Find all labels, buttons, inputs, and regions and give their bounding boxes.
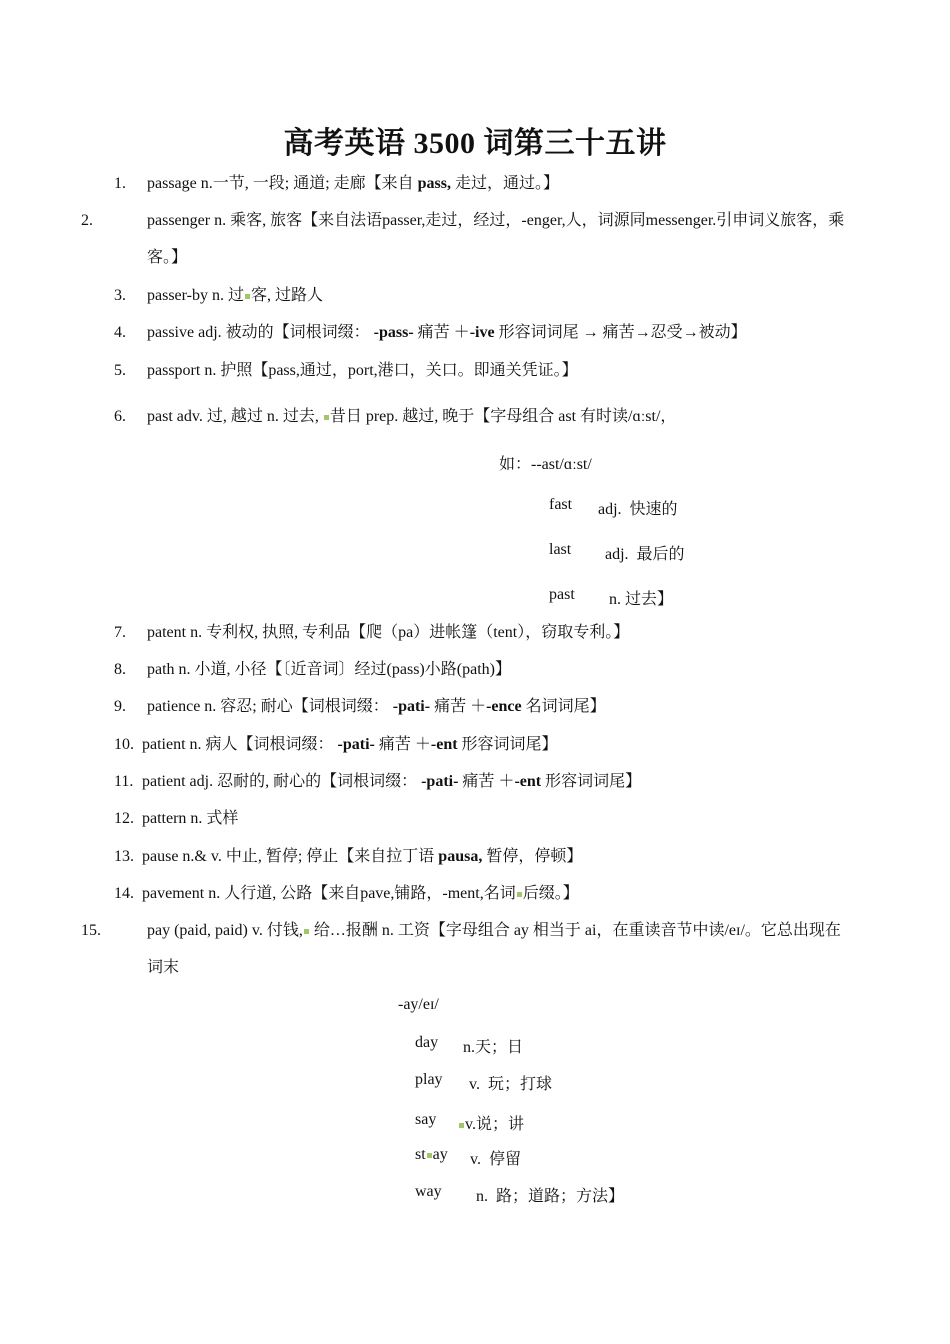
entry-text: passenger n. 乘客, 旅客【来自法语passer,走过，经过，-enger,人，词源同messenger.引申词义旅客，乘客。】 bbox=[147, 212, 845, 266]
entry-tail: 走过，通过。】 bbox=[451, 175, 560, 192]
entry-pavement bbox=[114, 875, 850, 912]
entry-past bbox=[114, 398, 850, 435]
entry-patience bbox=[114, 688, 850, 725]
entry-mid: 痛苦 ＋ bbox=[430, 698, 487, 715]
entry-text: path n. 小道, 小径【〔近音词〕经过(pass)小路(path)】 bbox=[147, 661, 511, 678]
entry-mid: 痛苦 ＋ bbox=[413, 324, 470, 341]
entry-text: pavement n. 人行道, 公路【来自pave,铺路，-ment,名词 bbox=[142, 885, 516, 902]
entry-passenger bbox=[81, 202, 850, 276]
entry-tail: 形容词词尾】 bbox=[457, 736, 558, 753]
entry-passive bbox=[114, 314, 850, 351]
entry-mid: 痛苦 ＋ bbox=[458, 773, 515, 790]
entry-number: 15. bbox=[81, 922, 101, 939]
entry-bold: -ive bbox=[469, 324, 495, 341]
entry-pause bbox=[114, 838, 850, 875]
entry-patent bbox=[114, 614, 850, 651]
entry-text: patience n. 容忍; 耐心【词根词缀： bbox=[147, 698, 393, 715]
entry-number: 10. bbox=[114, 736, 134, 753]
entry-number: 4. bbox=[114, 324, 126, 341]
entry-text: patent n. 专利权, 执照, 专利品【爬（pa）进帐篷（tent），窃取专利。】 bbox=[147, 624, 630, 641]
page-title: 高考英语 3500 词第三十五讲 bbox=[283, 127, 667, 160]
highlight-mark bbox=[245, 294, 250, 299]
past-example-word: past bbox=[549, 586, 575, 603]
entry-number: 13. bbox=[114, 848, 134, 865]
entry-tail: 形容词词尾 → 痛苦→忍受→被动】 bbox=[494, 324, 747, 341]
entry-text: passage n.一节, 一段; 通道; 走廊【来自 bbox=[147, 175, 418, 192]
entry-text: pay (paid, paid) v. 付钱, bbox=[147, 922, 303, 939]
entry-text-cont: 后缀。】 bbox=[522, 885, 579, 902]
entry-number: 5. bbox=[114, 362, 126, 379]
past-example-def: adj. 快速的 bbox=[598, 501, 678, 518]
pay-example-def: v. 停留 bbox=[470, 1151, 521, 1168]
entry-bold: -pati- bbox=[421, 773, 459, 790]
pay-example-word: way bbox=[415, 1183, 442, 1200]
entry-bold: pass, bbox=[417, 175, 452, 192]
entry-bold: -ent bbox=[514, 773, 542, 790]
entry-number: 9. bbox=[114, 698, 126, 715]
entry-mid: 痛苦 ＋ bbox=[374, 736, 431, 753]
entry-bold: -pass- bbox=[373, 324, 414, 341]
highlight-mark bbox=[304, 929, 309, 934]
past-example-word: last bbox=[549, 541, 572, 558]
entry-text-cont: 给…报酬 n. 工资【字母组合 ay 相当于 ai，在重读音节中读/eɪ/。它总出现在词末 bbox=[147, 922, 841, 976]
entry-bold: -ence bbox=[486, 698, 522, 715]
entry-text: passer-by n. 过 bbox=[147, 287, 244, 304]
word-part: st bbox=[415, 1146, 426, 1163]
entry-number: 11. bbox=[114, 773, 134, 790]
entry-number: 8. bbox=[114, 661, 126, 678]
word-part: ay bbox=[432, 1146, 448, 1163]
entry-text: passport n. 护照【pass,通过，port,港口，关口。即通关凭证。】 bbox=[147, 362, 578, 379]
entry-bold: -pati- bbox=[337, 736, 375, 753]
highlight-mark bbox=[517, 892, 522, 897]
entry-tail: 名词词尾】 bbox=[521, 698, 606, 715]
entry-bold: -pati- bbox=[392, 698, 431, 715]
past-example-def: adj. 最后的 bbox=[605, 546, 685, 563]
entry-passage bbox=[114, 165, 850, 202]
entry-text: patient n. 病人【词根词缀： bbox=[142, 736, 338, 753]
entry-bold: pausa, bbox=[438, 848, 483, 865]
entry-number: 14. bbox=[114, 885, 134, 902]
entry-tail: 暂停，停顿】 bbox=[482, 848, 583, 865]
pay-example-def: v. 玩；打球 bbox=[469, 1076, 552, 1093]
entry-text-cont: 昔日 prep. 越过, 晚于【字母组合 ast 有时读/ɑːst/， bbox=[329, 408, 677, 425]
pay-example-word: say bbox=[415, 1111, 437, 1128]
entry-patient-adj bbox=[114, 763, 850, 800]
entry-number: 3. bbox=[114, 287, 126, 304]
past-example-def: n. 过去】 bbox=[609, 591, 674, 608]
pay-example-word bbox=[415, 1146, 448, 1164]
entry-passport bbox=[114, 352, 850, 389]
pay-example-def: n. 路；道路；方法】 bbox=[476, 1188, 625, 1205]
entry-number: 1. bbox=[114, 175, 126, 192]
past-example-word: fast bbox=[549, 496, 573, 513]
pay-example-word: day bbox=[415, 1034, 439, 1051]
highlight-mark bbox=[324, 415, 329, 420]
entry-number: 2. bbox=[81, 212, 93, 229]
entry-patient-n bbox=[114, 726, 850, 763]
pay-example-def bbox=[458, 1111, 524, 1134]
highlight-mark bbox=[459, 1123, 464, 1128]
pay-example-def-text: v.说；讲 bbox=[465, 1116, 524, 1133]
highlight-mark bbox=[427, 1153, 432, 1158]
entry-text: pause n.& v. 中止, 暂停; 停止【来自拉丁语 bbox=[142, 848, 439, 865]
pay-examples-intro: -ay/eɪ/ bbox=[398, 996, 439, 1013]
entry-text: past adv. 过, 越过 n. 过去, bbox=[147, 408, 323, 425]
entry-number: 12. bbox=[114, 810, 134, 827]
pay-example-word: play bbox=[415, 1071, 443, 1088]
entry-number: 7. bbox=[114, 624, 126, 641]
entry-pattern bbox=[114, 800, 850, 837]
entry-number: 6. bbox=[114, 408, 126, 425]
entry-text: pattern n. 式样 bbox=[142, 810, 239, 827]
pay-example-def: n.天；日 bbox=[463, 1039, 524, 1056]
entry-text-cont: 客, 过路人 bbox=[251, 287, 324, 304]
entry-pay bbox=[81, 912, 850, 986]
entry-tail: 形容词词尾】 bbox=[541, 773, 642, 790]
entry-passer-by bbox=[114, 277, 850, 314]
past-examples-intro: 如：--ast/ɑːst/ bbox=[499, 456, 592, 473]
entry-text: patient adj. 忍耐的, 耐心的【词根词缀： bbox=[142, 773, 422, 790]
entry-text: passive adj. 被动的【词根词缀： bbox=[147, 324, 374, 341]
entry-bold: -ent bbox=[430, 736, 458, 753]
entry-path bbox=[114, 651, 850, 688]
